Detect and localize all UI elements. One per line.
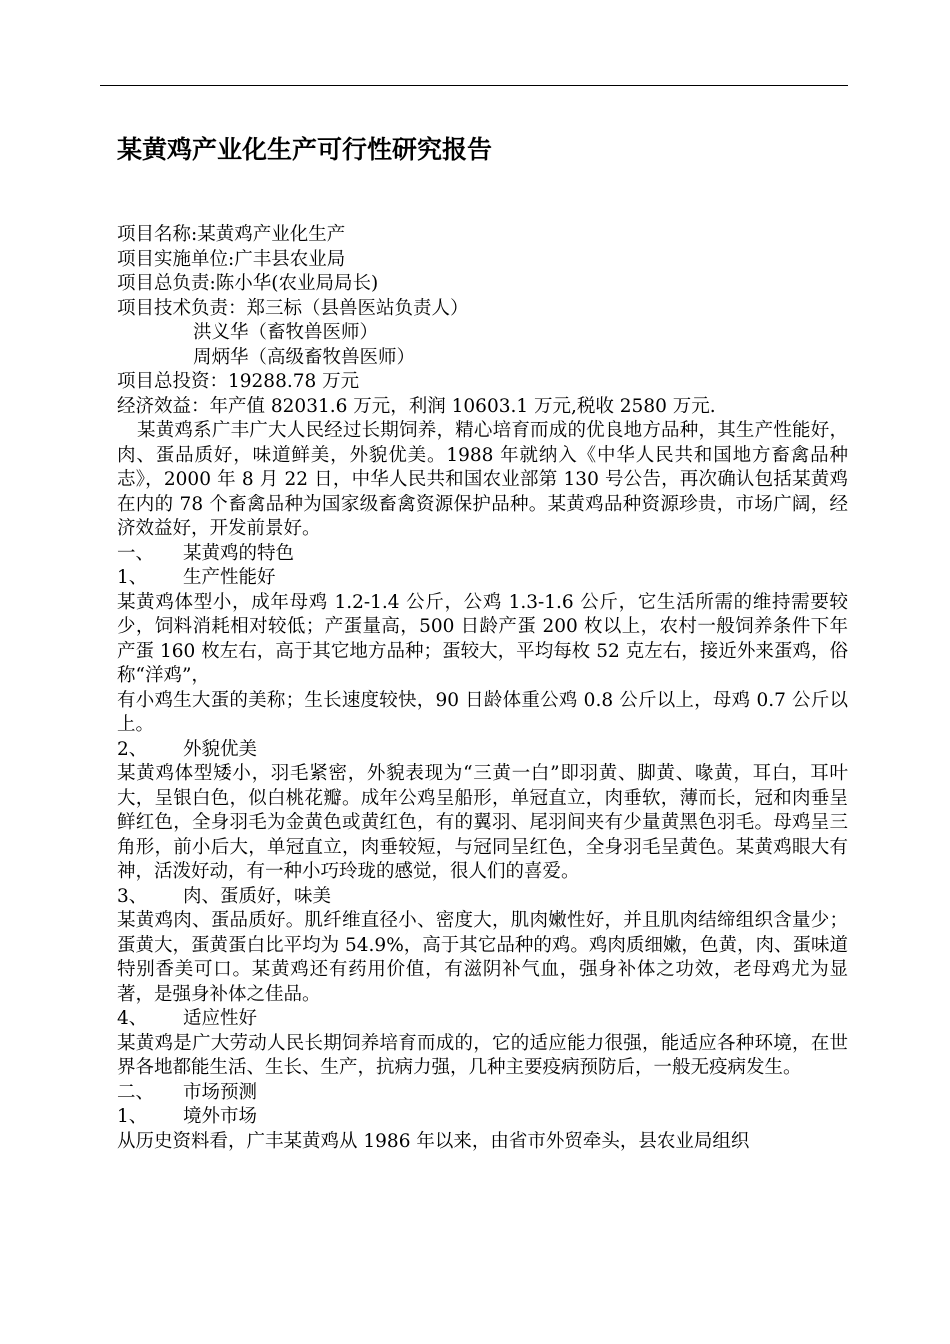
subsection-paragraph: 有小鸡生大蛋的美称；生长速度较快，90 日龄体重公鸡 0.8 公斤以上，母鸡 0.7 公斤以上。 (117, 689, 848, 735)
subsection-title: 肉、蛋质好，味美 (183, 885, 332, 907)
subsection-number: 2、 (117, 738, 148, 760)
info-project-name: 项目名称:某黄鸡产业化生产 (117, 224, 346, 245)
info-tech-leader: 项目技术负责：郑三标（县兽医站负责人） (117, 297, 469, 319)
info-investment: 项目总投资：19288.78 万元 (117, 371, 360, 392)
document-title: 某黄鸡产业化生产可行性研究报告 (117, 135, 493, 164)
info-tech-member-2: 周炳华（高级畜牧兽医师） (193, 346, 416, 368)
info-unit: 项目实施单位:广丰县农业局 (117, 248, 346, 270)
section-heading-1 (117, 542, 848, 567)
subsection-paragraph: 某黄鸡体型小，成年母鸡 1.2-1.4 公斤，公鸡 1.3-1.6 公斤，它生活所需的维持需要较少，饲料消耗相对较低；产蛋量高，500 日龄产蛋 200 枚以上，农村一般饲养条件下年产蛋 160 枚左右，高于其它地方品种；蛋较大，平均每枚 52 克左右，接近外来蛋鸡，俗称“洋鸡”， (117, 591, 848, 686)
subsection-title: 境外市场 (183, 1106, 258, 1127)
subsection-paragraph: 某黄鸡是广大劳动人民长期饲养培育而成的，它的适应能力很强，能适应各种环境，在世界各地都能生活、生长、生产，抗病力强，几种主要疫病预防后，一般无疫病发生。 (117, 1032, 848, 1078)
subsection-number: 3、 (117, 885, 148, 907)
subsection-heading-3 (117, 885, 848, 910)
subsection-paragraph: 从历史资料看，广丰某黄鸡从 1986 年以来，由省市外贸牵头，县农业局组织 (117, 1130, 750, 1152)
info-benefit: 经济效益：年产值 82031.6 万元，利润 10603.1 万元,税收 2580 万元. (117, 395, 716, 417)
intro-paragraph: 某黄鸡系广丰广大人民经过长期饲养，精心培育而成的优良地方品种，其生产性能好，肉、蛋品质好，味道鲜美，外貌优美。1988 年就纳入《中华人民共和国地方畜禽品种志》，2000 年 8 月 22 日，中华人民共和国农业部第 130 号公告，再次确认包括某黄鸡在内的 78 个畜禽品种为国家级畜禽资源保护品种。某黄鸡品种资源珍贵，市场广阔，经济效益好，开发前景好。 (117, 420, 848, 539)
subsection-number: 1、 (117, 567, 148, 588)
section-number: 一、 (117, 542, 155, 564)
subsection-heading-2 (117, 738, 848, 763)
info-tech-member-1: 洪义华（畜牧兽医师） (193, 322, 379, 343)
subsection-number: 4、 (117, 1008, 148, 1029)
subsection-heading-5 (117, 1105, 848, 1130)
subsection-title: 外貌优美 (183, 738, 258, 760)
subsection-heading-1 (117, 566, 848, 591)
header-rule (100, 85, 848, 86)
subsection-heading-4 (117, 1007, 848, 1032)
subsection-title: 生产性能好 (183, 567, 276, 588)
section-number: 二、 (117, 1081, 155, 1103)
info-leader: 项目总负责:陈小华(农业局局长) (117, 273, 379, 294)
document-body (117, 223, 848, 1154)
section-title: 某黄鸡的特色 (183, 542, 295, 564)
subsection-title: 适应性好 (183, 1008, 258, 1029)
section-heading-2 (117, 1081, 848, 1106)
subsection-paragraph: 某黄鸡体型矮小，羽毛紧密，外貌表现为“三黄一白”即羽黄、脚黄、喙黄，耳白，耳叶大，呈银白色，似白桃花瓣。成年公鸡呈船形，单冠直立，肉垂软，薄而长，冠和肉垂呈鲜红色，全身羽毛为金黄色或黄红色，有的翼羽、尾羽间夹有少量黄黑色羽毛。母鸡呈三角形，前小后大，单冠直立，肉垂较短，与冠同呈红色，全身羽毛呈黄色。某黄鸡眼大有神，活泼好动，有一种小巧玲珑的感觉，很人们的喜爱。 (117, 763, 848, 882)
subsection-paragraph: 某黄鸡肉、蛋品质好。肌纤维直径小、密度大，肌肉嫩性好，并且肌肉结缔组织含量少；蛋黄大，蛋黄蛋白比平均为 54.9%，高于其它品种的鸡。鸡肉质细嫩，色黄，肉、蛋味道特别香美可口。某黄鸡还有药用价值，有滋阴补气血，强身补体之功效，老母鸡尤为显著，是强身补体之佳品。 (117, 910, 848, 1005)
subsection-number: 1、 (117, 1106, 148, 1127)
section-title: 市场预测 (183, 1081, 258, 1103)
